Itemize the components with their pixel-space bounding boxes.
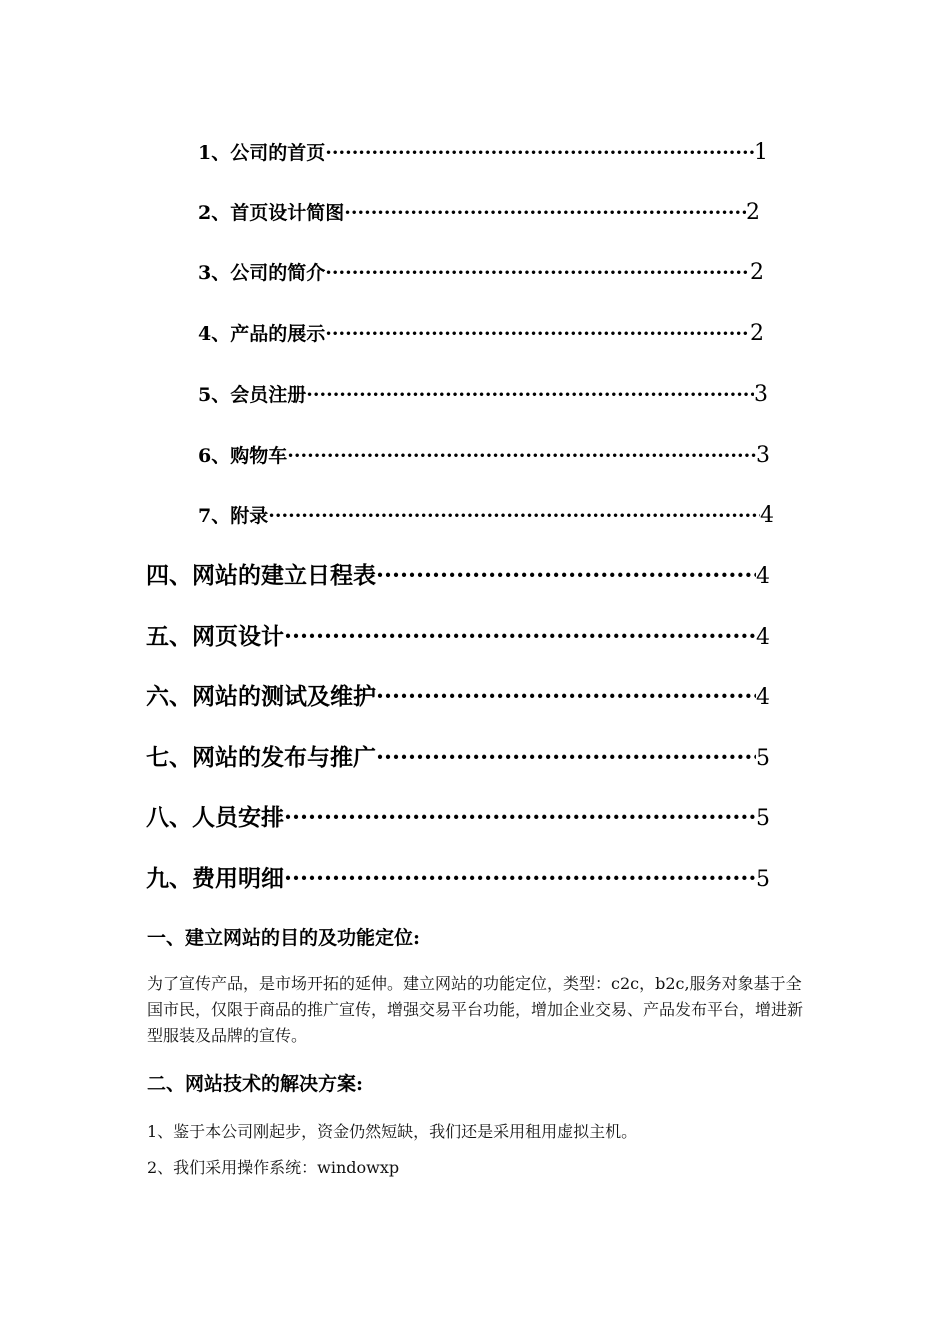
toc-leader-dots	[376, 685, 756, 708]
toc-leader-dots	[284, 806, 756, 829]
toc-entry-page: 4	[760, 503, 774, 528]
toc-entry-page: 1	[754, 140, 768, 165]
toc-entry-label: 八、人员安排	[146, 804, 284, 831]
toc-entry-label: 5、会员注册	[198, 384, 307, 406]
toc-leader-dots	[268, 507, 760, 526]
toc-entry-label: 九、费用明细	[146, 865, 284, 892]
toc-leader-dots	[344, 204, 746, 223]
toc-entry-page: 2	[750, 260, 764, 285]
toc-entry-3[interactable]	[198, 262, 764, 284]
toc-chapter-9[interactable]	[146, 867, 770, 891]
toc-leader-dots	[325, 264, 750, 283]
section-1-heading: 一、建立网站的目的及功能定位:	[147, 927, 421, 949]
toc-entry-1[interactable]	[198, 142, 768, 164]
toc-leader-dots	[284, 867, 756, 890]
toc-entry-label: 四、网站的建立日程表	[146, 562, 376, 589]
toc-chapter-4[interactable]	[146, 564, 770, 588]
section-2-heading: 二、网站技术的解决方案:	[147, 1073, 364, 1095]
toc-chapter-7[interactable]	[146, 746, 770, 770]
toc-entry-6[interactable]	[198, 445, 770, 467]
toc-entry-page: 4	[756, 625, 770, 650]
toc-entry-label: 6、购物车	[198, 445, 288, 467]
toc-leader-dots	[325, 325, 750, 344]
toc-leader-dots	[284, 625, 756, 648]
toc-leader-dots	[287, 447, 756, 466]
toc-chapter-8[interactable]	[146, 806, 770, 830]
toc-entry-label: 2、首页设计简图	[198, 202, 345, 224]
toc-entry-label: 4、产品的展示	[198, 323, 326, 345]
toc-entry-label: 1、公司的首页	[198, 142, 326, 164]
toc-chapter-5[interactable]	[146, 625, 770, 649]
toc-entry-2[interactable]	[198, 202, 760, 224]
toc-entry-label: 五、网页设计	[146, 623, 284, 650]
toc-entry-label: 六、网站的测试及维护	[146, 683, 376, 710]
section-1-paragraph: 为了宣传产品，是市场开拓的延伸。建立网站的功能定位，类型：c2c，b2c,服务对象基于全国市民，仅限于商品的推广宣传，增强交易平台功能，增加企业交易、产品发布平台，增进新型服装及品牌的宣传。	[147, 974, 804, 1045]
toc-entry-page: 3	[756, 443, 770, 468]
toc-entry-label: 七、网站的发布与推广	[146, 744, 376, 771]
toc-leader-dots	[376, 746, 756, 769]
toc-entry-label: 3、公司的简介	[198, 262, 326, 284]
toc-entry-7[interactable]	[198, 505, 774, 527]
toc-leader-dots	[325, 144, 754, 163]
toc-entry-page: 2	[750, 321, 764, 346]
toc-entry-5[interactable]	[198, 384, 768, 406]
toc-entry-page: 5	[756, 806, 770, 831]
toc-entry-page: 3	[754, 382, 768, 407]
toc-entry-4[interactable]	[198, 323, 764, 345]
section-2-item-1: 1、鉴于本公司刚起步，资金仍然短缺，我们还是采用租用虚拟主机。	[147, 1122, 638, 1141]
section-2-item-2: 2、我们采用操作系统：windowxp	[147, 1158, 400, 1177]
toc-leader-dots	[306, 386, 754, 405]
toc-entry-page: 2	[746, 200, 760, 225]
toc-entry-page: 5	[756, 867, 770, 892]
toc-entry-page: 4	[756, 685, 770, 710]
toc-entry-label: 7、附录	[198, 505, 269, 527]
toc-entry-page: 4	[756, 564, 770, 589]
toc-chapter-6[interactable]	[146, 685, 770, 709]
toc-entry-page: 5	[756, 746, 770, 771]
toc-leader-dots	[376, 564, 756, 587]
